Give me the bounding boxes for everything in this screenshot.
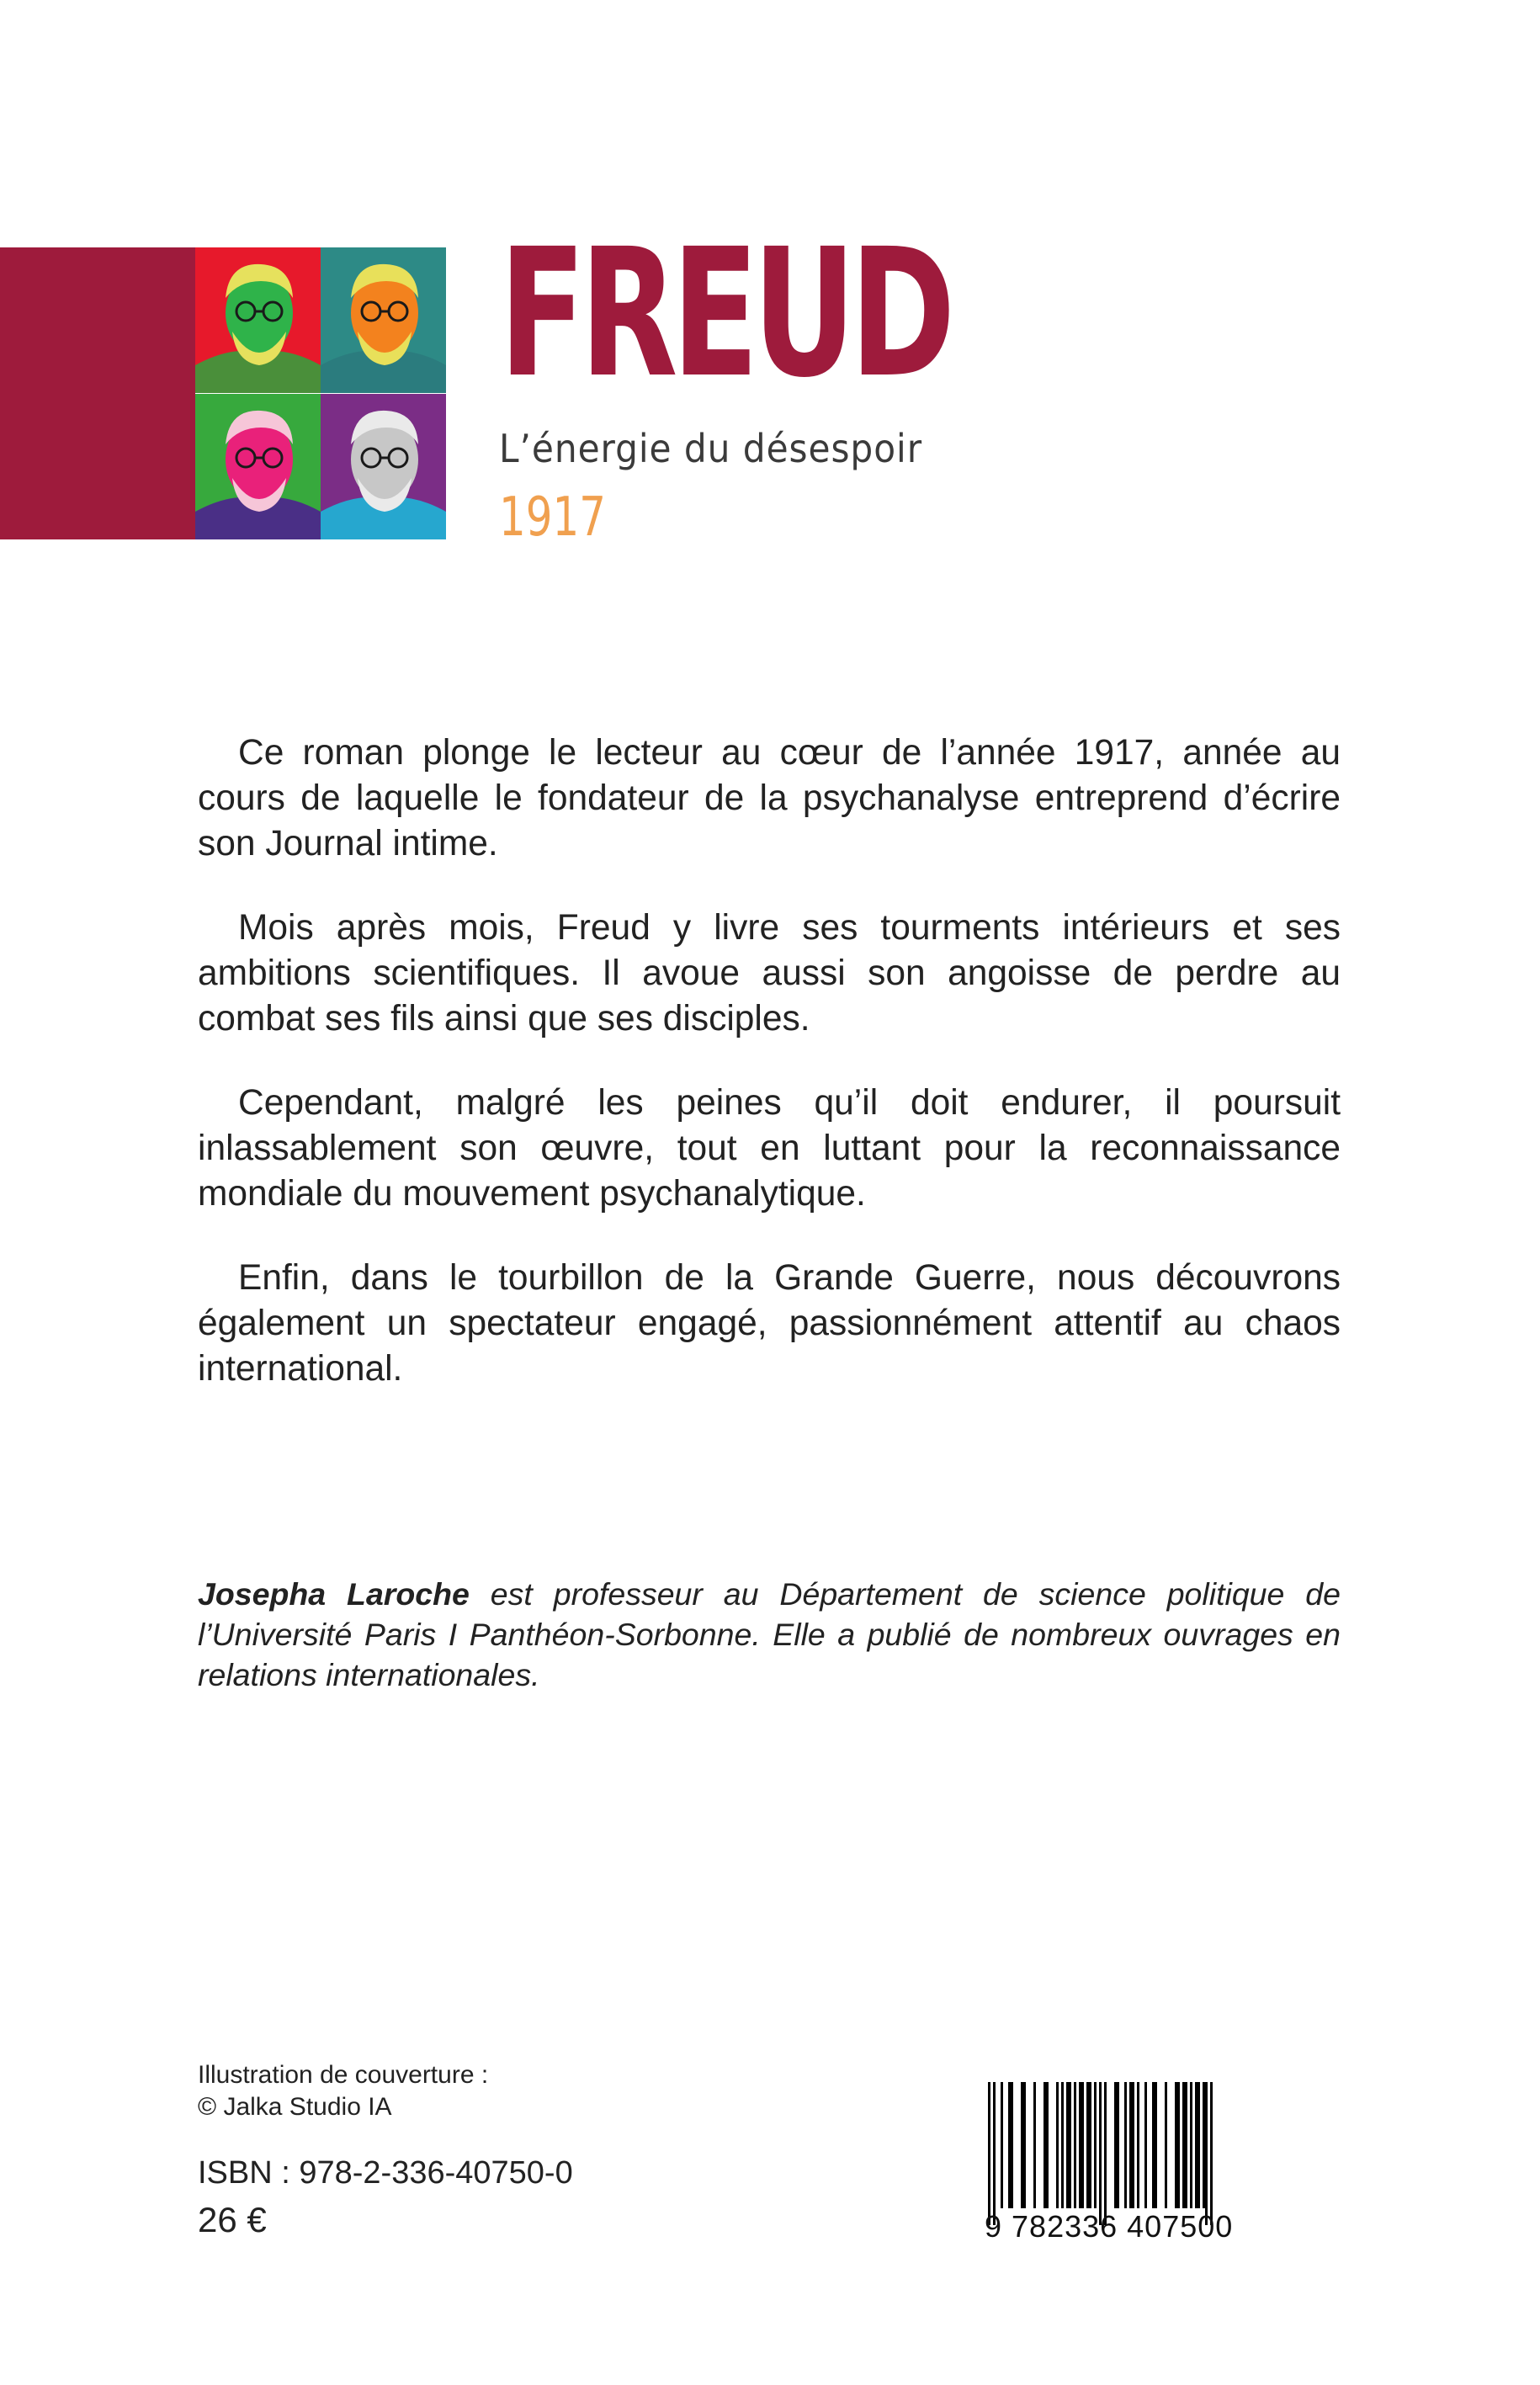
barcode-bar (1013, 2082, 1021, 2208)
portrait-orange (321, 247, 446, 393)
barcode-bar (1001, 2082, 1003, 2208)
barcode-bar (1064, 2082, 1066, 2208)
barcode-bar (1008, 2082, 1013, 2208)
barcode-bar (1086, 2082, 1091, 2208)
barcode-bar (1033, 2082, 1036, 2208)
barcode-bar (1192, 2082, 1195, 2208)
barcode-bar (1021, 2082, 1026, 2208)
barcode-bar (1208, 2082, 1210, 2225)
blurb-paragraph: Enfin, dans le tourbillon de la Grande Guerre, nous découvrons également un spectateur engagé, passionnément attentif au chaos international. (198, 1258, 1341, 1389)
barcode-bar (1190, 2082, 1192, 2208)
barcode-bar (1187, 2082, 1190, 2208)
barcode-bar (1056, 2082, 1059, 2208)
portrait-pink (195, 394, 321, 539)
back-cover-blurb (198, 730, 1341, 1431)
barcode-bar (1147, 2082, 1152, 2208)
barcode-bar (1129, 2082, 1134, 2208)
book-subtitle: L’énergie du désespoir (499, 426, 923, 471)
cover-portrait-grid (195, 247, 446, 539)
barcode-bar (1076, 2082, 1079, 2208)
portrait-grey (321, 394, 446, 539)
barcode-bar (1099, 2082, 1102, 2225)
barcode-bar (1104, 2082, 1107, 2225)
barcode-bar (1205, 2082, 1208, 2225)
blurb-paragraph: Mois après mois, Freud y livre ses tourments intérieurs et ses ambitions scientifiques. Il avoue aussi son angoisse de perdre au combat ses fils ainsi que ses disciples. (198, 908, 1341, 1038)
barcode-bar (1167, 2082, 1175, 2208)
barcode-bar (1049, 2082, 1056, 2208)
barcode-bar (1091, 2082, 1094, 2208)
barcode-bar (1109, 2082, 1114, 2208)
barcode-bar (1119, 2082, 1124, 2208)
barcode-bar (1036, 2082, 1043, 2208)
barcode-bar (1066, 2082, 1071, 2208)
barcode-bar (1071, 2082, 1074, 2208)
barcode-bar (1203, 2082, 1205, 2208)
barcode-bar (1003, 2082, 1008, 2208)
barcode-bar (1195, 2082, 1200, 2208)
barcode-bar (993, 2082, 996, 2225)
barcode-bar (1157, 2082, 1165, 2208)
barcode-bar (996, 2082, 1001, 2208)
barcode-bar (1097, 2082, 1099, 2225)
barcode-bar (1180, 2082, 1182, 2208)
barcode-bar (988, 2082, 990, 2225)
barcode-bar (1084, 2082, 1086, 2208)
barcode-bar (1114, 2082, 1119, 2208)
header-color-band (0, 247, 195, 539)
credit-owner: © Jalka Studio IA (198, 2093, 392, 2121)
barcode-bar (1107, 2082, 1109, 2225)
barcode-bar (1144, 2082, 1147, 2208)
barcode-bar (1139, 2082, 1144, 2208)
barcode-bar (1134, 2082, 1137, 2208)
barcode-bar (1210, 2082, 1213, 2225)
barcode-bar (1182, 2082, 1187, 2208)
blurb-paragraph: Cependant, malgré les peines qu’il doit endurer, il poursuit inlassablement son œuvre, tout en luttant pour la reconnaissance mondiale du mouvement psychanalytique. (198, 1083, 1341, 1214)
barcode-bar (1061, 2082, 1064, 2208)
barcode-bar (1094, 2082, 1097, 2208)
barcode-bar (1079, 2082, 1084, 2208)
barcode-bar (1175, 2082, 1180, 2208)
author-bio-text: est professeur au Département de science politique de l’Université Paris I Panthéon-Sorbonne. Elle a publié de nombreux ouvrages en relations internationales. (198, 1576, 1341, 1692)
isbn-text: ISBN : 978-2-336-40750-0 (198, 2155, 573, 2191)
illustration-credit (198, 2059, 488, 2123)
portrait-green (195, 247, 321, 393)
barcode-bar (1200, 2082, 1203, 2208)
barcode-bar (1152, 2082, 1157, 2208)
barcode-bar (1165, 2082, 1167, 2208)
barcode-digits: 9 782336 407500 (985, 2209, 1234, 2244)
credit-label: Illustration de couverture : (198, 2061, 489, 2089)
book-year: 1917 (499, 486, 607, 549)
barcode-bar (1102, 2082, 1104, 2225)
barcode-bar (1074, 2082, 1076, 2208)
book-title: FREUD (499, 210, 950, 417)
barcode-bar (990, 2082, 993, 2225)
barcode-bar (1124, 2082, 1127, 2208)
author-name: Josepha Laroche (198, 1576, 470, 1612)
price-text: 26 € (198, 2200, 267, 2239)
barcode-bar (1043, 2082, 1049, 2208)
barcode-bar (1127, 2082, 1129, 2208)
barcode-bar (1026, 2082, 1033, 2208)
blurb-paragraph: Ce roman plonge le lecteur au cœur de l’année 1917, année au cours de laquelle le fondateur de la psychanalyse entreprend d’écrire son Journal intime. (198, 733, 1341, 863)
barcode-bar (1137, 2082, 1139, 2208)
author-bio (198, 1574, 1341, 1695)
barcode-bar (1059, 2082, 1061, 2208)
